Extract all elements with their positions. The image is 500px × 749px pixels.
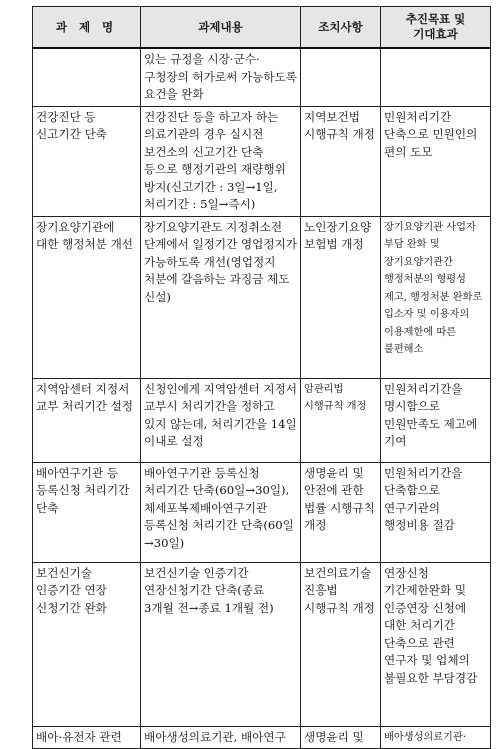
table-header (33, 7, 491, 49)
action-cell (301, 48, 381, 106)
task-content-cell: 장기요양기관도 지정취소전 단계에서 일정기간 영업정지가 가능하도록 개선(영업정지 처분에 갈음하는 과징금 제도 신설) (141, 216, 301, 378)
goal-cell: 민원처리기간을 명시함으로 민원만족도 제고에 기여 (381, 378, 491, 462)
task-name-cell: 배아·유전자 관련 (33, 726, 141, 749)
action-cell: 생명윤리 및 (301, 726, 381, 749)
header-goal: 추진목표 및 기대효과 (381, 7, 491, 49)
task-content-cell: 건강진단 등을 하고자 하는 의료기관의 경우 실시전 보건소의 신고기간 단축 등으로 행정기관의 재량행위 방지(신고기간 : 3일→1일, 처리기간 : 5일→즉시) (141, 106, 301, 216)
table-row (33, 562, 491, 726)
table-row (33, 726, 491, 749)
task-content-cell: 보건신기술 인증기간 연장신청기간 단축(종료 3개월 전→종료 1개월 전) (141, 562, 301, 726)
table-row (33, 48, 491, 106)
task-name-cell: 건강진단 등 신고기간 단축 (33, 106, 141, 216)
task-content-cell: 배아연구기관 등록신청 처리기간 단축(60일→30일), 체세포복제배아연구기관 등록신청 처리기간 단축(60일→30일) (141, 462, 301, 562)
task-name-cell: 장기요양기관에 대한 행정처분 개선 (33, 216, 141, 378)
goal-cell: 장기요양기관 사업자 부담 완화 및 장기요양기관간 행정처분의 형평성 제고, 행정처분 완화로 입소자 및 이용자의 이용제한에 따른 불편해소 (381, 216, 491, 378)
task-name-cell: 배아연구기관 등 등록신청 처리기간 단축 (33, 462, 141, 562)
task-name-cell: 지역암센터 지정서 교부 처리기간 설정 (33, 378, 141, 462)
action-cell: 지역보건법 시행규칙 개정 (301, 106, 381, 216)
header-task-content: 과제내용 (141, 7, 301, 49)
goal-cell: 연장신청 기간제한완화 및 인증연장 신청에 대한 처리기간 단축으로 관련 연구자 및 업체의 불필요한 부담경감 (381, 562, 491, 726)
header-task-name: 과 제 명 (33, 7, 141, 49)
goal-cell: 민원처리기간을 단축함으로 연구기관의 행정비용 절감 (381, 462, 491, 562)
goal-cell (381, 48, 491, 106)
table-row (33, 462, 491, 562)
action-cell: 노인장기요양보험법 개정 (301, 216, 381, 378)
task-content-cell: 배아생성의료기관, 배아연구 (141, 726, 301, 749)
table-body (33, 48, 491, 749)
action-cell: 보건의료기술진흥법 시행규칙 개정 (301, 562, 381, 726)
table-row (33, 106, 491, 216)
goal-cell: 민원처리기간 단축으로 민원인의 편의 도모 (381, 106, 491, 216)
regulation-reform-table (32, 6, 491, 749)
task-content-cell: 있는 규정을 시장·군수·구청장의 허가로써 가능하도록 요건을 완화 (141, 48, 301, 106)
header-row (33, 7, 491, 49)
table-row (33, 378, 491, 462)
table-row (33, 216, 491, 378)
action-cell: 암관리법 시행규칙 개정 (301, 378, 381, 462)
task-name-cell (33, 48, 141, 106)
header-action: 조치사항 (301, 7, 381, 49)
task-name-cell: 보건신기술 인증기간 연장 신청기간 완화 (33, 562, 141, 726)
action-cell: 생명윤리 및 안전에 관한 법률 시행규칙 개정 (301, 462, 381, 562)
goal-cell: 배아생성의료기관· (381, 726, 491, 749)
task-content-cell: 신청인에게 지역암센터 지정서 교부시 처리기간을 정하고 있지 않는데, 처리기간을 14일 이내로 설정 (141, 378, 301, 462)
